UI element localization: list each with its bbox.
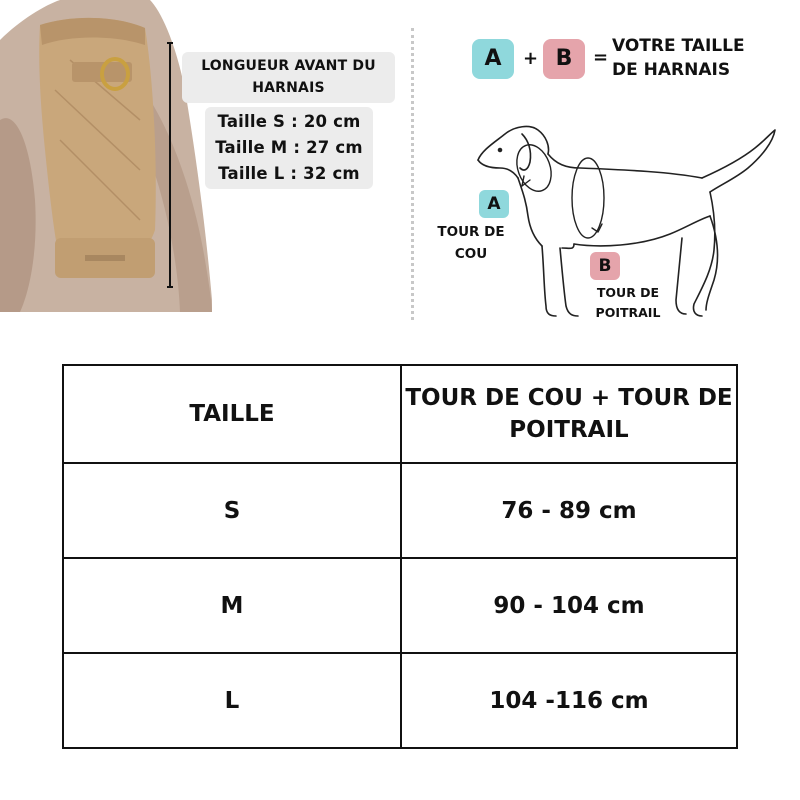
cell-range: 104 -116 cm: [401, 653, 737, 748]
cell-size: S: [63, 463, 401, 558]
length-size-m: Taille M : 27 cm: [215, 138, 363, 157]
cell-size: M: [63, 558, 401, 653]
diagram-badge-a: A: [479, 190, 509, 218]
diagram-badge-b: B: [590, 252, 620, 280]
length-measure-line: [167, 42, 173, 288]
formula-result-text: VOTRE TAILLE DE HARNAIS: [612, 36, 745, 80]
length-size-l: Taille L : 32 cm: [218, 164, 360, 183]
cell-range: 90 - 104 cm: [401, 558, 737, 653]
chest-label: TOUR DE POITRAIL: [595, 285, 661, 320]
formula-plus: +: [523, 48, 539, 69]
formula-badge-a: A: [472, 39, 514, 79]
harness-photo: [0, 0, 215, 312]
formula-badge-b: B: [543, 39, 585, 79]
table-row: [63, 558, 737, 653]
table-row: [63, 463, 737, 558]
table-row: [63, 653, 737, 748]
cell-size: L: [63, 653, 401, 748]
harness-length-title: LONGUEUR AVANT DU HARNAIS: [182, 52, 395, 103]
section-divider: [411, 28, 414, 320]
size-table: [62, 364, 738, 749]
length-size-s: Taille S : 20 cm: [217, 112, 361, 131]
table-header-row: [63, 365, 737, 463]
header-size: TAILLE: [63, 365, 401, 463]
header-measurement: TOUR DE COU + TOUR DE POITRAIL: [401, 365, 737, 463]
cell-range: 76 - 89 cm: [401, 463, 737, 558]
formula-equals: =: [593, 47, 609, 68]
neck-label: TOUR DE COU: [437, 224, 505, 262]
harness-length-list: [205, 107, 373, 189]
